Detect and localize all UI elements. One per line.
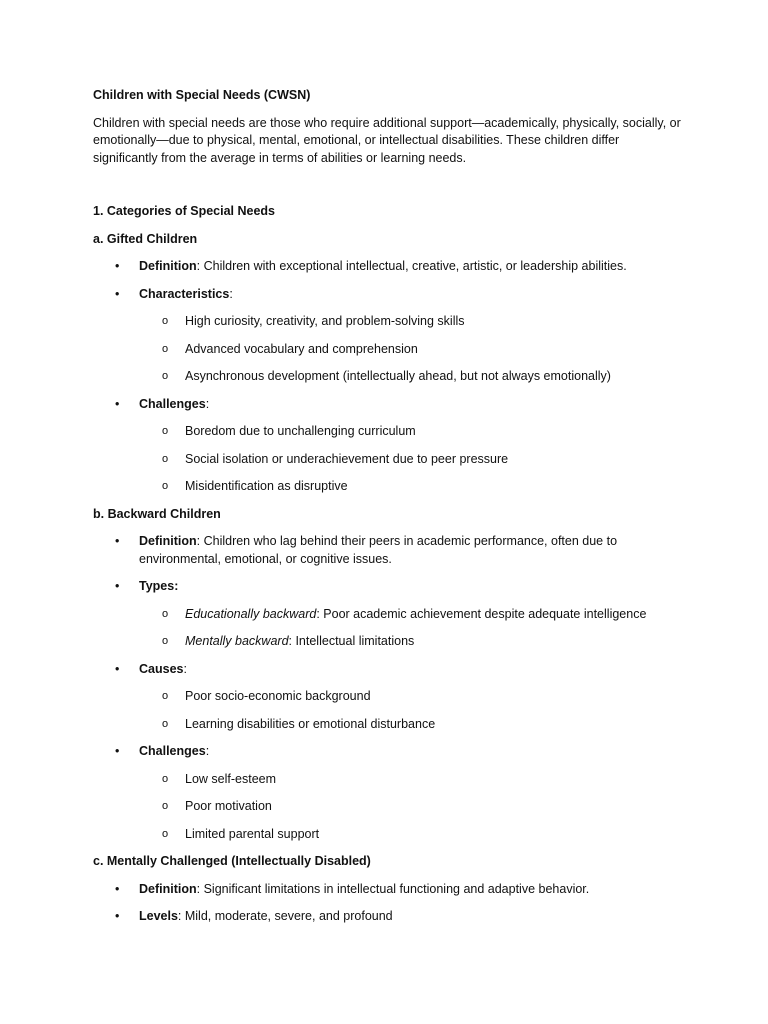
list-item [139, 716, 683, 734]
sub-bullet-icon: o [162, 370, 169, 382]
mentally-challenged-list [93, 881, 683, 926]
causes-label: Causes [139, 661, 184, 676]
gifted-challenges-item [93, 396, 683, 496]
bullet-icon: • [115, 396, 120, 411]
list-item-text: High curiosity, creativity, and problem-solving skills [185, 314, 465, 328]
subsection-heading-gifted: a. Gifted Children [93, 231, 198, 246]
characteristics-label: Characteristics [139, 286, 230, 301]
list-item-text: Limited parental support [185, 826, 320, 841]
backward-challenges-item [93, 743, 683, 843]
sub-bullet-icon: o [162, 342, 169, 355]
sub-bullet-icon: o [162, 452, 169, 465]
subsection-heading-mentally-challenged: c. Mentally Challenged (Intellectually Disabled) [93, 854, 371, 868]
sub-bullet-icon: o [162, 607, 169, 620]
challenges-label: Challenges [139, 744, 206, 758]
sub-bullet-icon: o [162, 425, 169, 437]
list-item-text: Asynchronous development (intellectually ahead, but not always emotionally) [185, 369, 611, 383]
definition-text: : Children with exceptional intellectual, creative, artistic, or leadership abilities. [196, 259, 627, 273]
backward-types-item [93, 578, 683, 651]
type-description: : Intellectual limitations [288, 634, 415, 648]
sub-bullet-icon: o [162, 717, 169, 730]
section-heading-categories: 1. Categories of Special Needs [93, 204, 276, 218]
sub-bullet-icon: o [162, 690, 169, 702]
backward-definition-item [93, 533, 683, 568]
document-title: Children with Special Needs (CWSN) [93, 88, 311, 102]
label-colon: : [205, 396, 210, 411]
characteristics-sublist [139, 313, 683, 386]
list-item [139, 451, 683, 469]
sub-bullet-icon: o [162, 827, 169, 840]
definition-label: Definition [139, 534, 197, 548]
bullet-icon: • [115, 661, 120, 676]
sub-bullet-icon: o [162, 800, 169, 812]
list-item [139, 826, 683, 844]
challenges-sublist [139, 423, 683, 496]
list-item-text: Poor socio-economic background [185, 689, 371, 703]
type-description: : Poor academic achievement despite adequate intelligence [316, 606, 647, 621]
sub-bullet-icon: o [162, 480, 169, 492]
list-item [139, 341, 683, 359]
mental-levels-item [93, 908, 683, 926]
bullet-icon: • [115, 259, 120, 273]
list-item [139, 688, 683, 706]
mental-definition-item [93, 881, 683, 899]
gifted-definition-item [93, 258, 683, 276]
list-item [139, 771, 683, 789]
list-item-text: Poor motivation [185, 799, 272, 813]
levels-label: Levels [139, 909, 178, 923]
list-item-text: Boredom due to unchallenging curriculum [185, 424, 416, 438]
challenges-sublist [139, 771, 683, 844]
list-item [139, 606, 683, 624]
list-item [139, 313, 683, 331]
label-colon: : [229, 286, 233, 301]
types-label: Types: [139, 579, 179, 593]
bullet-icon: • [115, 534, 120, 548]
document-content [93, 87, 683, 936]
definition-text: : Children who lag behind their peers in academic performance, often due to environmental, emotional, or cognitive issues. [139, 534, 618, 566]
sub-bullet-icon: o [162, 772, 169, 785]
bullet-icon: • [115, 744, 120, 758]
subsection-heading-backward: b. Backward Children [93, 506, 221, 521]
label-colon: : [183, 661, 187, 676]
causes-sublist [139, 688, 683, 733]
list-item [139, 368, 683, 386]
gifted-characteristics-item [93, 286, 683, 386]
bullet-icon: • [115, 286, 120, 301]
list-item [139, 478, 683, 496]
type-term: Educationally backward [185, 606, 317, 621]
definition-label: Definition [139, 259, 197, 273]
backward-list [93, 533, 683, 843]
bullet-icon: • [115, 909, 120, 923]
sub-bullet-icon: o [162, 635, 169, 647]
types-sublist [139, 606, 683, 651]
list-item-text: Social isolation or underachievement due to peer pressure [185, 451, 509, 466]
list-item [139, 423, 683, 441]
bullet-icon: • [115, 579, 120, 593]
challenges-label: Challenges [139, 396, 206, 411]
label-colon: : [205, 744, 210, 758]
definition-text: : Significant limitations in intellectual functioning and adaptive behavior. [196, 881, 590, 896]
list-item [139, 633, 683, 651]
list-item-text: Learning disabilities or emotional disturbance [185, 716, 436, 731]
backward-causes-item [93, 661, 683, 734]
gifted-list [93, 258, 683, 496]
type-term: Mentally backward [185, 634, 289, 648]
sub-bullet-icon: o [162, 315, 169, 327]
list-item-text: Low self-esteem [185, 771, 277, 786]
intro-paragraph: Children with special needs are those who require additional support—academically, physically, socially, or emotionally—due to physical, mental, emotional, or intellectual disabilities. These children differ significantly from the average in terms of abilities or learning needs. [93, 115, 681, 165]
list-item [139, 798, 683, 816]
levels-text: : Mild, moderate, severe, and profound [177, 909, 393, 923]
list-item-text: Advanced vocabulary and comprehension [185, 341, 418, 356]
list-item-text: Misidentification as disruptive [185, 479, 348, 493]
definition-label: Definition [139, 881, 197, 896]
bullet-icon: • [115, 881, 120, 896]
